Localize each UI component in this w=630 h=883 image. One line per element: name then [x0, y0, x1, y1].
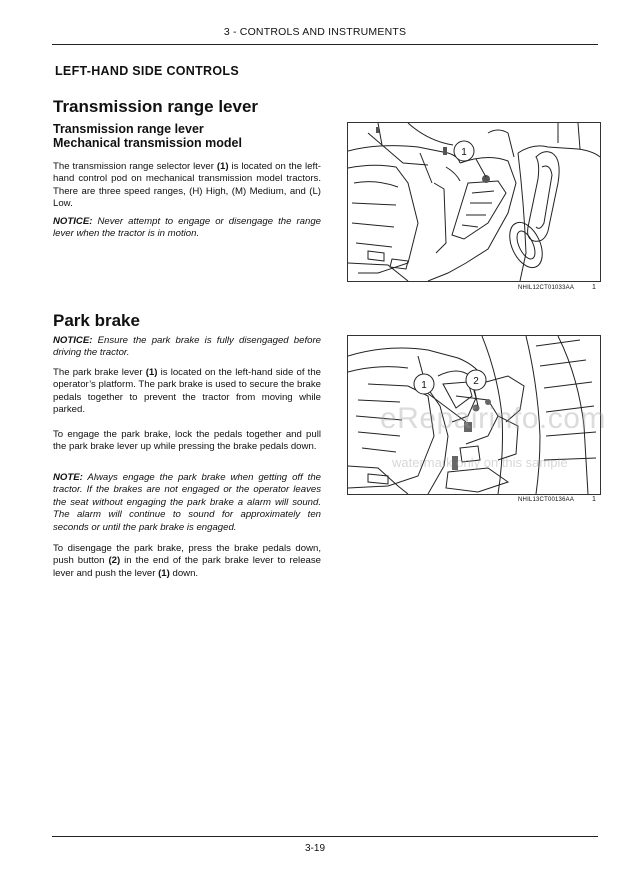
- transmission-figure-number: 1: [592, 284, 596, 291]
- park-brake-figure-caption: NHIL13CT00136AA: [518, 497, 575, 503]
- notice-text: Ensure the park brake is fully disengaged before driving the tractor.: [53, 335, 321, 359]
- header-rule: [52, 44, 598, 45]
- note-text: Always engage the park brake when getting off the tractor. If the brakes are not engaged or the operator leaves the seat without engaging the park brake a alarm will sound. The alarm will continue to sound for approximately ten seconds or until the park brake is engaged.: [53, 472, 321, 533]
- transmission-notice: [53, 216, 321, 241]
- text: The transmission range selector lever: [53, 161, 217, 172]
- park-brake-notice: [53, 335, 321, 360]
- park-brake-figure-number: 1: [592, 496, 596, 503]
- park-brake-paragraph-2: To engage the park brake, lock the pedals together and pull the park brake lever up while pressing the brake pedals down.: [53, 429, 321, 453]
- transmission-subheading-1: Transmission range lever: [53, 122, 204, 136]
- park-brake-note: [53, 472, 321, 534]
- running-header: 3 - CONTROLS AND INSTRUMENTS: [223, 26, 407, 38]
- callout-number: 2: [473, 376, 479, 387]
- park-brake-heading: Park brake: [53, 311, 140, 330]
- page-number: 3-19: [304, 843, 325, 854]
- transmission-paragraph: [53, 161, 321, 211]
- callout-ref: (1): [216, 161, 229, 172]
- transmission-figure-caption: NHIL12CT01033AA: [518, 285, 575, 291]
- callout-ref: (2): [108, 555, 121, 567]
- text: down.: [169, 567, 199, 579]
- text: is located on the left-hand side of the operator’s platform. The park brake is used to secure the brake pedals together to prevent the tractor from moving while parked.: [53, 367, 321, 416]
- transmission-figure: [347, 122, 601, 282]
- park-brake-paragraph-3: [53, 543, 321, 580]
- transmission-subheading-2: Mechanical transmission model: [53, 136, 242, 150]
- text: To disengage the park brake, press the brake pedals down, push button: [53, 543, 321, 567]
- callout-number: 1: [461, 147, 467, 158]
- park-brake-paragraph-1: [53, 367, 321, 417]
- callout-ref: (1): [158, 567, 170, 579]
- text: in the end of the park brake lever to release lever and push the lever: [53, 555, 321, 579]
- footer-rule: [52, 836, 598, 837]
- note-label: NOTE:: [53, 472, 83, 483]
- text: The park brake lever: [53, 367, 146, 378]
- transmission-heading: Transmission range lever: [53, 97, 259, 116]
- callout-number: 1: [421, 380, 427, 391]
- callout-ref: (1): [145, 367, 158, 378]
- section-label: LEFT-HAND SIDE CONTROLS: [55, 64, 239, 78]
- watermark-note: watermark only on this sample: [392, 455, 568, 470]
- notice-label: NOTICE:: [53, 335, 93, 346]
- transmission-illustration: [348, 123, 600, 281]
- watermark-site: eRepairinfo.com: [380, 402, 606, 435]
- notice-label: NOTICE:: [53, 216, 93, 227]
- notice-text: Never attempt to engage or disengage the range lever when the tractor is in motion.: [53, 216, 321, 240]
- text: is located on the left-hand control pod on mechanical transmission model tractors. There are three speed ranges, (H) High, (M) Medium, and (L) Low.: [53, 161, 321, 210]
